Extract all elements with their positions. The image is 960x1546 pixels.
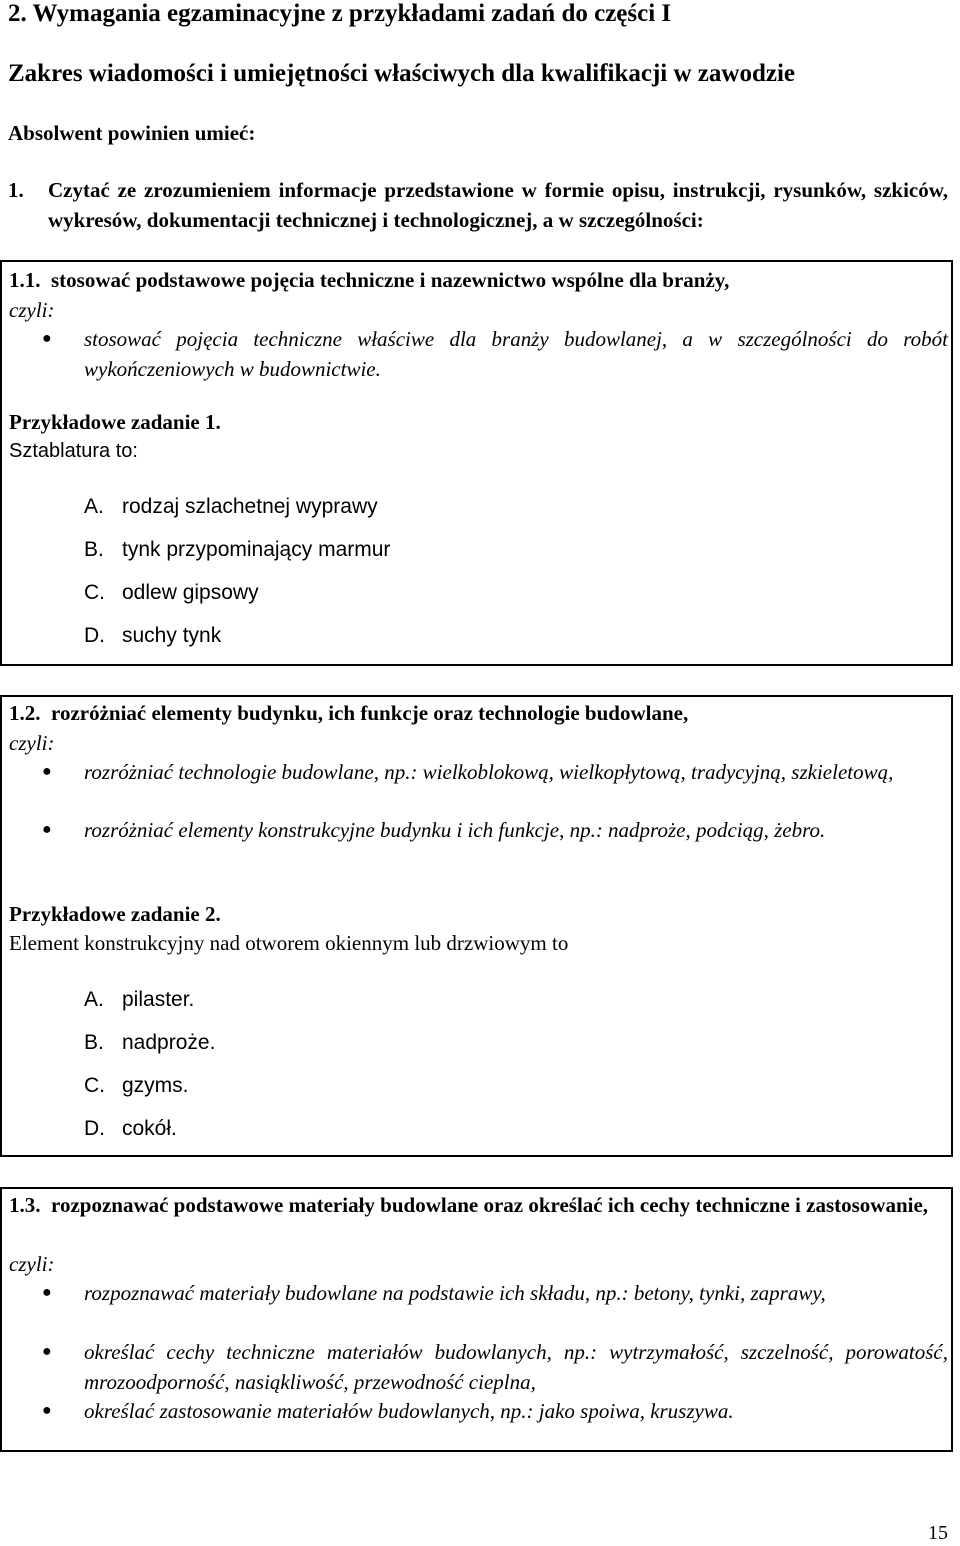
answer-option: B. tynk przypominający marmur bbox=[84, 538, 391, 561]
answer-option: A. rodzaj szlachetnej wyprawy bbox=[84, 495, 378, 518]
bullet-icon: ● bbox=[42, 1343, 52, 1360]
requirement-text: Czytać ze zrozumieniem informacje przedstawione w formie opisu, instrukcji, rysunków, szkiców, wykresów, dokumentacji technicznej i technologicznej, a w szczególności: bbox=[48, 178, 948, 232]
bullet-text: rozróżniać technologie budowlane, np.: wielkoblokową, wielkopłytową, tradycyjną, szkieletową, bbox=[84, 760, 894, 784]
example-question: Element konstrukcyjny nad otworem okiennym lub drzwiowym to bbox=[9, 931, 569, 955]
answer-option: B. nadproże. bbox=[84, 1031, 216, 1054]
answer-option: D. suchy tynk bbox=[84, 624, 222, 647]
section-number: 1.3. bbox=[9, 1193, 41, 1217]
section-heading-text: rozpoznawać podstawowe materiały budowlane oraz określać ich cechy techniczne i zastosowanie, bbox=[51, 1193, 929, 1217]
bullet-item bbox=[42, 1396, 948, 1426]
bullet-item bbox=[42, 815, 948, 845]
section-number: 1.2. bbox=[9, 701, 41, 725]
absolwent-heading: Absolwent powinien umieć: bbox=[8, 121, 256, 145]
section-heading-text: rozróżniać elementy budynku, ich funkcje oraz technologie budowlane, bbox=[51, 701, 689, 725]
answer-option: C. gzyms. bbox=[84, 1074, 189, 1097]
requirement-number: 1. bbox=[8, 178, 24, 202]
section-box-1-3 bbox=[0, 1187, 953, 1452]
bullet-text: rozpoznawać materiały budowlane na podstawie ich składu, np.: betony, tynki, zaprawy, bbox=[84, 1281, 826, 1305]
bullet-item bbox=[42, 757, 948, 787]
answer-option: C. odlew gipsowy bbox=[84, 581, 259, 604]
bullet-text: stosować pojęcia techniczne właściwe dla branży budowlanej, a w szczególności do robót wykończeniowych w budownictwie. bbox=[84, 327, 948, 381]
bullet-item bbox=[42, 324, 948, 384]
bullet-icon: ● bbox=[42, 1284, 52, 1301]
answer-option: A. pilaster. bbox=[84, 988, 195, 1011]
example-title: Przykładowe zadanie 2. bbox=[9, 902, 221, 926]
section-box-1-2 bbox=[0, 695, 953, 1157]
czyli-label: czyli: bbox=[9, 298, 55, 322]
section-title: 2. Wymagania egzaminacyjne z przykładami zadań do części I bbox=[8, 0, 672, 27]
bullet-icon: ● bbox=[42, 821, 52, 838]
page-number: 15 bbox=[928, 1522, 948, 1544]
requirement-1 bbox=[8, 175, 948, 235]
bullet-item bbox=[42, 1337, 948, 1397]
section-heading bbox=[9, 265, 949, 295]
section-heading-text: stosować podstawowe pojęcia techniczne i nazewnictwo wspólne dla branży, bbox=[51, 268, 730, 292]
example-question: Sztablatura to: bbox=[9, 440, 138, 462]
subtitle: Zakres wiadomości i umiejętności właściwych dla kwalifikacji w zawodzie bbox=[8, 60, 795, 87]
czyli-label: czyli: bbox=[9, 1252, 55, 1276]
section-heading bbox=[9, 698, 949, 728]
example-title: Przykładowe zadanie 1. bbox=[9, 410, 221, 434]
bullet-text: określać cechy techniczne materiałów budowlanych, np.: wytrzymałość, szczelność, porowatość, mrozoodporność, nasiąkliwość, przewodność cieplna, bbox=[84, 1340, 948, 1394]
bullet-text: rozróżniać elementy konstrukcyjne budynku i ich funkcje, np.: nadproże, podciąg, żebro. bbox=[84, 818, 826, 842]
bullet-icon: ● bbox=[42, 1402, 52, 1419]
czyli-label: czyli: bbox=[9, 731, 55, 755]
bullet-item bbox=[42, 1278, 948, 1308]
bullet-text: określać zastosowanie materiałów budowlanych, np.: jako spoiwa, kruszywa. bbox=[84, 1399, 734, 1423]
bullet-icon: ● bbox=[42, 763, 52, 780]
section-number: 1.1. bbox=[9, 268, 41, 292]
section-heading bbox=[9, 1190, 949, 1220]
answer-option: D. cokół. bbox=[84, 1117, 177, 1140]
section-box-1-1 bbox=[0, 260, 953, 666]
bullet-icon: ● bbox=[42, 330, 52, 347]
